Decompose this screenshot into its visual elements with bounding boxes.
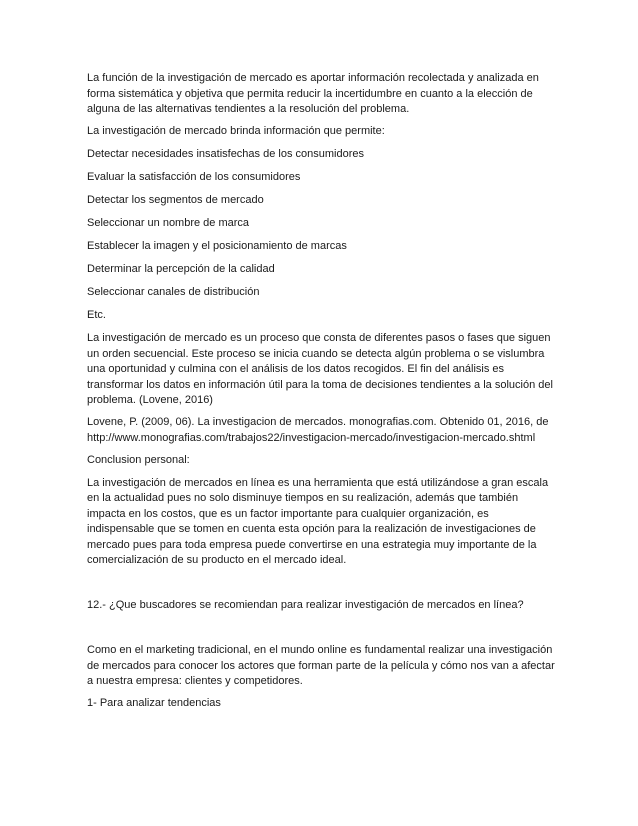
question-heading: 12.- ¿Que buscadores se recomiendan para realizar investigación de mercados en línea? <box>87 599 524 611</box>
list-item-satisfaction: Evaluar la satisfacción de los consumidores <box>87 171 301 183</box>
intro-paragraph: La función de la investigación de mercado es aportar información recolectada y analizada en forma sistemática y objetiva que permita reducir la incertidumbre en cuanto a la elección de alguna de las alternativas tendientes a la resolución del problema. <box>87 72 539 115</box>
list-item-etc: Etc. <box>87 309 106 321</box>
marketing-paragraph: Como en el marketing tradicional, en el mundo online es fundamental realizar una investigación de mercados para conocer los actores que forman parte de la película y cómo nos van a afectar a nuestra empresa: clientes y competidores. <box>87 644 555 687</box>
process-paragraph: La investigación de mercado es un proceso que consta de diferentes pasos o fases que siguen un orden secuencial. Este proceso se inicia cuando se detecta algún problema o se vislumbra una oportunidad y culmina con el análisis de los datos recogidos. El fin del análisis es transformar los datos en información útil para la toma de decisiones tendientes a la solución del problema. (Lovene, 2016) <box>87 332 553 406</box>
list-item-needs: Detectar necesidades insatisfechas de los consumidores <box>87 148 364 160</box>
list-item-brand-image: Establecer la imagen y el posicionamiento de marcas <box>87 240 347 252</box>
point-one: 1- Para analizar tendencias <box>87 697 221 709</box>
allows-paragraph: La investigación de mercado brinda información que permite: <box>87 125 385 137</box>
document-body <box>87 71 557 718</box>
list-item-brand-name: Seleccionar un nombre de marca <box>87 217 250 229</box>
list-item-quality: Determinar la percepción de la calidad <box>87 263 275 275</box>
conclusion-paragraph: La investigación de mercados en línea es una herramienta que está utilizándose a gran escala en la actualidad pues no solo disminuye tiempos en su realización, además que también impacta en los costos, que es un factor importante para cualquier organización, es indispensable que se tomen en cuenta esta opción para la realización de investigaciones de mercado pues para toda empresa puede convertirse en una estrategia muy importante de la comercialización de su producto en el mercado ideal. <box>87 476 549 566</box>
conclusion-heading: Conclusion personal: <box>87 453 190 466</box>
list-item-segments: Detectar los segmentos de mercado <box>87 194 264 206</box>
blank-line <box>87 620 557 643</box>
reference-paragraph: Lovene, P. (2009, 06). La investigacion de mercados. monografias.com. Obtenido 01, 2016, de http://www.monografias.com/trabajos22/investigacion-mercado/investigacion-mercado.shtml <box>87 416 549 444</box>
list-item-channels: Seleccionar canales de distribución <box>87 286 260 298</box>
blank-line <box>87 575 557 598</box>
